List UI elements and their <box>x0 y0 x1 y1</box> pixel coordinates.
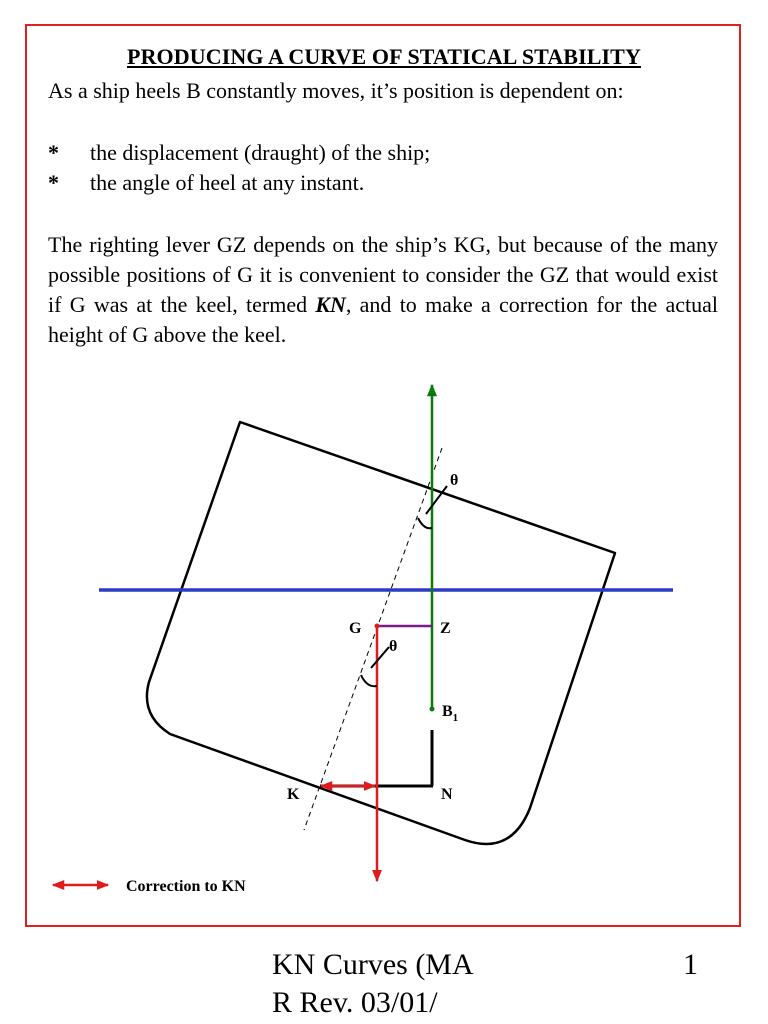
theta-label-top: θ <box>450 472 459 489</box>
bullet-marker: * <box>48 140 59 165</box>
z-label: Z <box>440 620 451 637</box>
bullet-text: the displacement (draught) of the ship; <box>90 140 431 165</box>
b1-label <box>442 703 458 724</box>
theta-label-mid: θ <box>389 638 398 655</box>
para2-text-start: The righting lever GZ depends on the ship’s KG, but because of the many possible positions of G it is convenient to consider the GZ that would exist if G was at the keel, termed <box>48 232 718 317</box>
kn-term: KN <box>315 292 346 317</box>
g-point <box>375 624 380 629</box>
b1-point <box>430 707 435 712</box>
theta-arc-mid <box>361 675 377 686</box>
ship-centreline <box>304 448 442 830</box>
b-subscript: 1 <box>452 712 459 724</box>
para2-text-end: , and to make a correction for the actual height of G above the keel. <box>48 292 718 347</box>
g-label: G <box>349 620 362 637</box>
bullet-text: the angle of heel at any instant. <box>90 170 365 195</box>
k-label: K <box>287 786 300 803</box>
n-label: N <box>441 786 453 803</box>
theta-pointer-mid <box>371 647 389 668</box>
slide-title: PRODUCING A CURVE OF STATICAL STABILITY <box>127 44 641 69</box>
footer-course-ref <box>272 946 474 1022</box>
legend-label: Correction to KN <box>126 878 246 895</box>
ship-hull <box>147 422 615 844</box>
bullet-marker: * <box>48 170 59 195</box>
b-label: B <box>442 703 453 720</box>
theta-arc-top <box>418 518 432 528</box>
intro-paragraph: As a ship heels B constantly moves, it’s position is dependent on: <box>48 78 624 103</box>
footer-line-1: KN Curves (MA <box>272 948 474 981</box>
footer-line-2: R Rev. 03/01/ <box>272 986 438 1019</box>
page-number: 1 <box>683 948 698 981</box>
